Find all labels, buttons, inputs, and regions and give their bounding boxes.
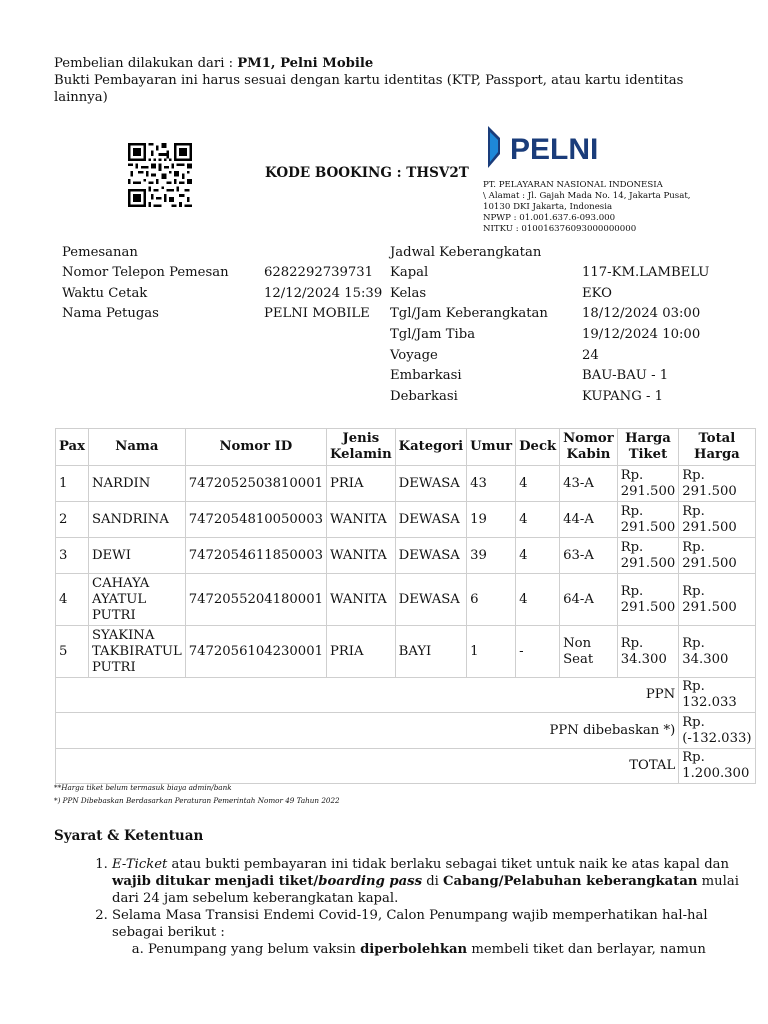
ppn-label: PPN <box>56 678 679 713</box>
table-row <box>56 538 756 574</box>
pelni-logo-icon <box>486 124 626 172</box>
table-cell: DEWASA <box>395 502 466 538</box>
ppn-free-label: PPN dibebaskan *) <box>56 713 679 749</box>
officer-label: Nama Petugas <box>62 306 159 321</box>
print-time-label: Waktu Cetak <box>62 286 148 301</box>
table-cell: 1 <box>467 626 516 678</box>
column-header: Nama <box>88 429 185 466</box>
schedule-title: Jadwal Keberangkatan <box>390 245 542 260</box>
table-cell: NARDIN <box>88 466 185 502</box>
table-cell: - <box>516 626 560 678</box>
column-header: Jenis Kelamin <box>326 429 395 466</box>
class-label: Kelas <box>390 286 427 301</box>
table-cell: Rp. 291.500 <box>617 466 679 502</box>
debarkation-label: Debarkasi <box>390 389 458 404</box>
column-header: Pax <box>56 429 89 466</box>
terms-item <box>112 856 752 907</box>
purchase-source-line <box>54 55 714 72</box>
column-header: Umur <box>467 429 516 466</box>
table-cell: WANITA <box>326 538 395 574</box>
table-cell: 4 <box>516 574 560 626</box>
terms-text: di <box>422 874 444 889</box>
table-cell: 39 <box>467 538 516 574</box>
table-cell: 7472052503810001 <box>185 466 326 502</box>
ppn-value: Rp. 132.033 <box>679 678 755 713</box>
column-header: Harga Tiket <box>617 429 679 466</box>
company-address-line2: 10130 DKI Jakarta, Indonesia <box>483 202 613 212</box>
company-name: PT. PELAYARAN NASIONAL INDONESIA <box>483 180 663 190</box>
table-cell: 7472054810050003 <box>185 502 326 538</box>
booking-code: KODE BOOKING : THSV2T <box>265 165 469 181</box>
table-cell: 5 <box>56 626 89 678</box>
terms-list <box>74 856 752 958</box>
print-time-value: 12/12/2024 15:39 <box>264 286 383 301</box>
company-info <box>483 180 713 235</box>
terms-text: mulai dari 24 jam sebelum keberangkatan kapal. <box>112 874 739 906</box>
departure-label: Tgl/Jam Keberangkatan <box>390 306 548 321</box>
total-label: TOTAL <box>56 749 679 784</box>
table-cell: 44-A <box>560 502 618 538</box>
table-cell: 4 <box>516 502 560 538</box>
table-row <box>56 502 756 538</box>
table-cell: Rp. 291.500 <box>617 574 679 626</box>
total-value: Rp. 1.200.300 <box>679 749 755 784</box>
table-cell: 63-A <box>560 538 618 574</box>
table-cell: 7472054611850003 <box>185 538 326 574</box>
officer-value: PELNI MOBILE <box>264 306 370 321</box>
table-cell: 7472055204180001 <box>185 574 326 626</box>
column-header: Nomor ID <box>185 429 326 466</box>
table-row <box>56 466 756 502</box>
table-cell: 4 <box>516 466 560 502</box>
table-cell: 3 <box>56 538 89 574</box>
qr-code-icon <box>128 143 192 207</box>
table-cell: DEWASA <box>395 574 466 626</box>
footnote-ppn: *) PPN Dibebaskan Berdasarkan Peraturan Pemerintah Nomor 49 Tahun 2022 <box>54 796 340 805</box>
terms-bold: wajib ditukar menjadi tiket/ <box>112 874 319 889</box>
arrival-label: Tgl/Jam Tiba <box>390 327 476 342</box>
table-cell: 43-A <box>560 466 618 502</box>
terms-subitem <box>148 941 752 958</box>
table-cell: PRIA <box>326 466 395 502</box>
table-header-row <box>56 429 756 466</box>
orderer-phone-label: Nomor Telepon Pemesan <box>62 265 229 280</box>
table-cell: 19 <box>467 502 516 538</box>
table-cell: CAHAYA AYATUL PUTRI <box>88 574 185 626</box>
terms-title: Syarat & Ketentuan <box>54 828 204 844</box>
table-cell: 4 <box>56 574 89 626</box>
table-cell: DEWASA <box>395 466 466 502</box>
table-cell: Rp. 34.300 <box>617 626 679 678</box>
column-header: Deck <box>516 429 560 466</box>
ship-value: 117-KM.LAMBELU <box>582 265 710 280</box>
debarkation-value: KUPANG - 1 <box>582 389 663 404</box>
pelni-logo <box>486 124 626 172</box>
table-cell: Rp. 291.500 <box>679 538 755 574</box>
table-cell: WANITA <box>326 502 395 538</box>
terms-text: Selama Masa Transisi Endemi Covid-19, Calon Penumpang wajib memperhatikan hal-hal sebagai berikut : <box>112 908 708 940</box>
terms-boarding-pass: boarding pass <box>318 874 422 889</box>
total-row <box>56 749 756 784</box>
purchase-prefix: Pembelian dilakukan dari : <box>54 56 238 71</box>
table-cell: Rp. 291.500 <box>679 466 755 502</box>
ppn-free-value: Rp. (-132.033) <box>679 713 755 749</box>
table-cell: Rp. 291.500 <box>617 538 679 574</box>
terms-text: membeli tiket dan berlayar, namun <box>467 942 706 957</box>
arrival-value: 19/12/2024 10:00 <box>582 327 701 342</box>
table-cell: Rp. 291.500 <box>617 502 679 538</box>
company-nitku: NITKU : 010016376093000000000 <box>483 224 637 234</box>
class-value: EKO <box>582 286 612 301</box>
table-cell: Non Seat <box>560 626 618 678</box>
footnote-price: **Harga tiket belum termasuk biaya admin/bank <box>54 783 232 792</box>
table-row <box>56 626 756 678</box>
company-npwp: NPWP : 01.001.637.6-093.000 <box>483 213 616 223</box>
table-cell: DEWI <box>88 538 185 574</box>
table-cell: 64-A <box>560 574 618 626</box>
table-cell: 4 <box>516 538 560 574</box>
table-cell: PRIA <box>326 626 395 678</box>
column-header: Total Harga <box>679 429 755 466</box>
table-cell: BAYI <box>395 626 466 678</box>
orderer-title: Pemesanan <box>62 245 138 260</box>
orderer-phone-value: 6282292739731 <box>264 265 374 280</box>
table-cell: WANITA <box>326 574 395 626</box>
terms-text: Penumpang yang belum vaksin <box>148 942 361 957</box>
table-cell: 6 <box>467 574 516 626</box>
terms-item <box>112 907 752 958</box>
table-cell: 43 <box>467 466 516 502</box>
table-cell: SYAKINA TAKBIRATUL PUTRI <box>88 626 185 678</box>
svg-text:PELNI: PELNI <box>510 133 599 166</box>
ppn-free-row <box>56 713 756 749</box>
table-cell: DEWASA <box>395 538 466 574</box>
company-address-line1: \ Alamat : Jl. Gajah Mada No. 14, Jakarta Pusat, <box>483 191 691 201</box>
table-cell: SANDRINA <box>88 502 185 538</box>
embarkation-value: BAU-BAU - 1 <box>582 368 669 383</box>
table-row <box>56 574 756 626</box>
terms-text: atau bukti pembayaran ini tidak berlaku sebagai tiket untuk naik ke atas kapal dan <box>167 857 729 872</box>
column-header: Nomor Kabin <box>560 429 618 466</box>
table-cell: 2 <box>56 502 89 538</box>
ship-label: Kapal <box>390 265 429 280</box>
ppn-row <box>56 678 756 713</box>
voyage-label: Voyage <box>390 348 438 363</box>
table-cell: Rp. 34.300 <box>679 626 755 678</box>
table-cell: Rp. 291.500 <box>679 502 755 538</box>
departure-value: 18/12/2024 03:00 <box>582 306 701 321</box>
terms-bold: Cabang/Pelabuhan keberangkatan <box>443 874 698 889</box>
terms-eticket: E-Ticket <box>112 857 168 872</box>
table-cell: Rp. 291.500 <box>679 574 755 626</box>
voyage-value: 24 <box>582 348 599 363</box>
embarkation-label: Embarkasi <box>390 368 462 383</box>
terms-bold: diperbolehkan <box>360 942 468 957</box>
passenger-table <box>55 428 756 784</box>
column-header: Kategori <box>395 429 466 466</box>
purchase-source: PM1, Pelni Mobile <box>237 56 374 71</box>
identity-notice: Bukti Pembayaran ini harus sesuai dengan kartu identitas (KTP, Passport, atau kartu identitas lainnya) <box>54 73 684 105</box>
table-cell: 1 <box>56 466 89 502</box>
table-cell: 7472056104230001 <box>185 626 326 678</box>
terms-sublist <box>112 941 752 958</box>
